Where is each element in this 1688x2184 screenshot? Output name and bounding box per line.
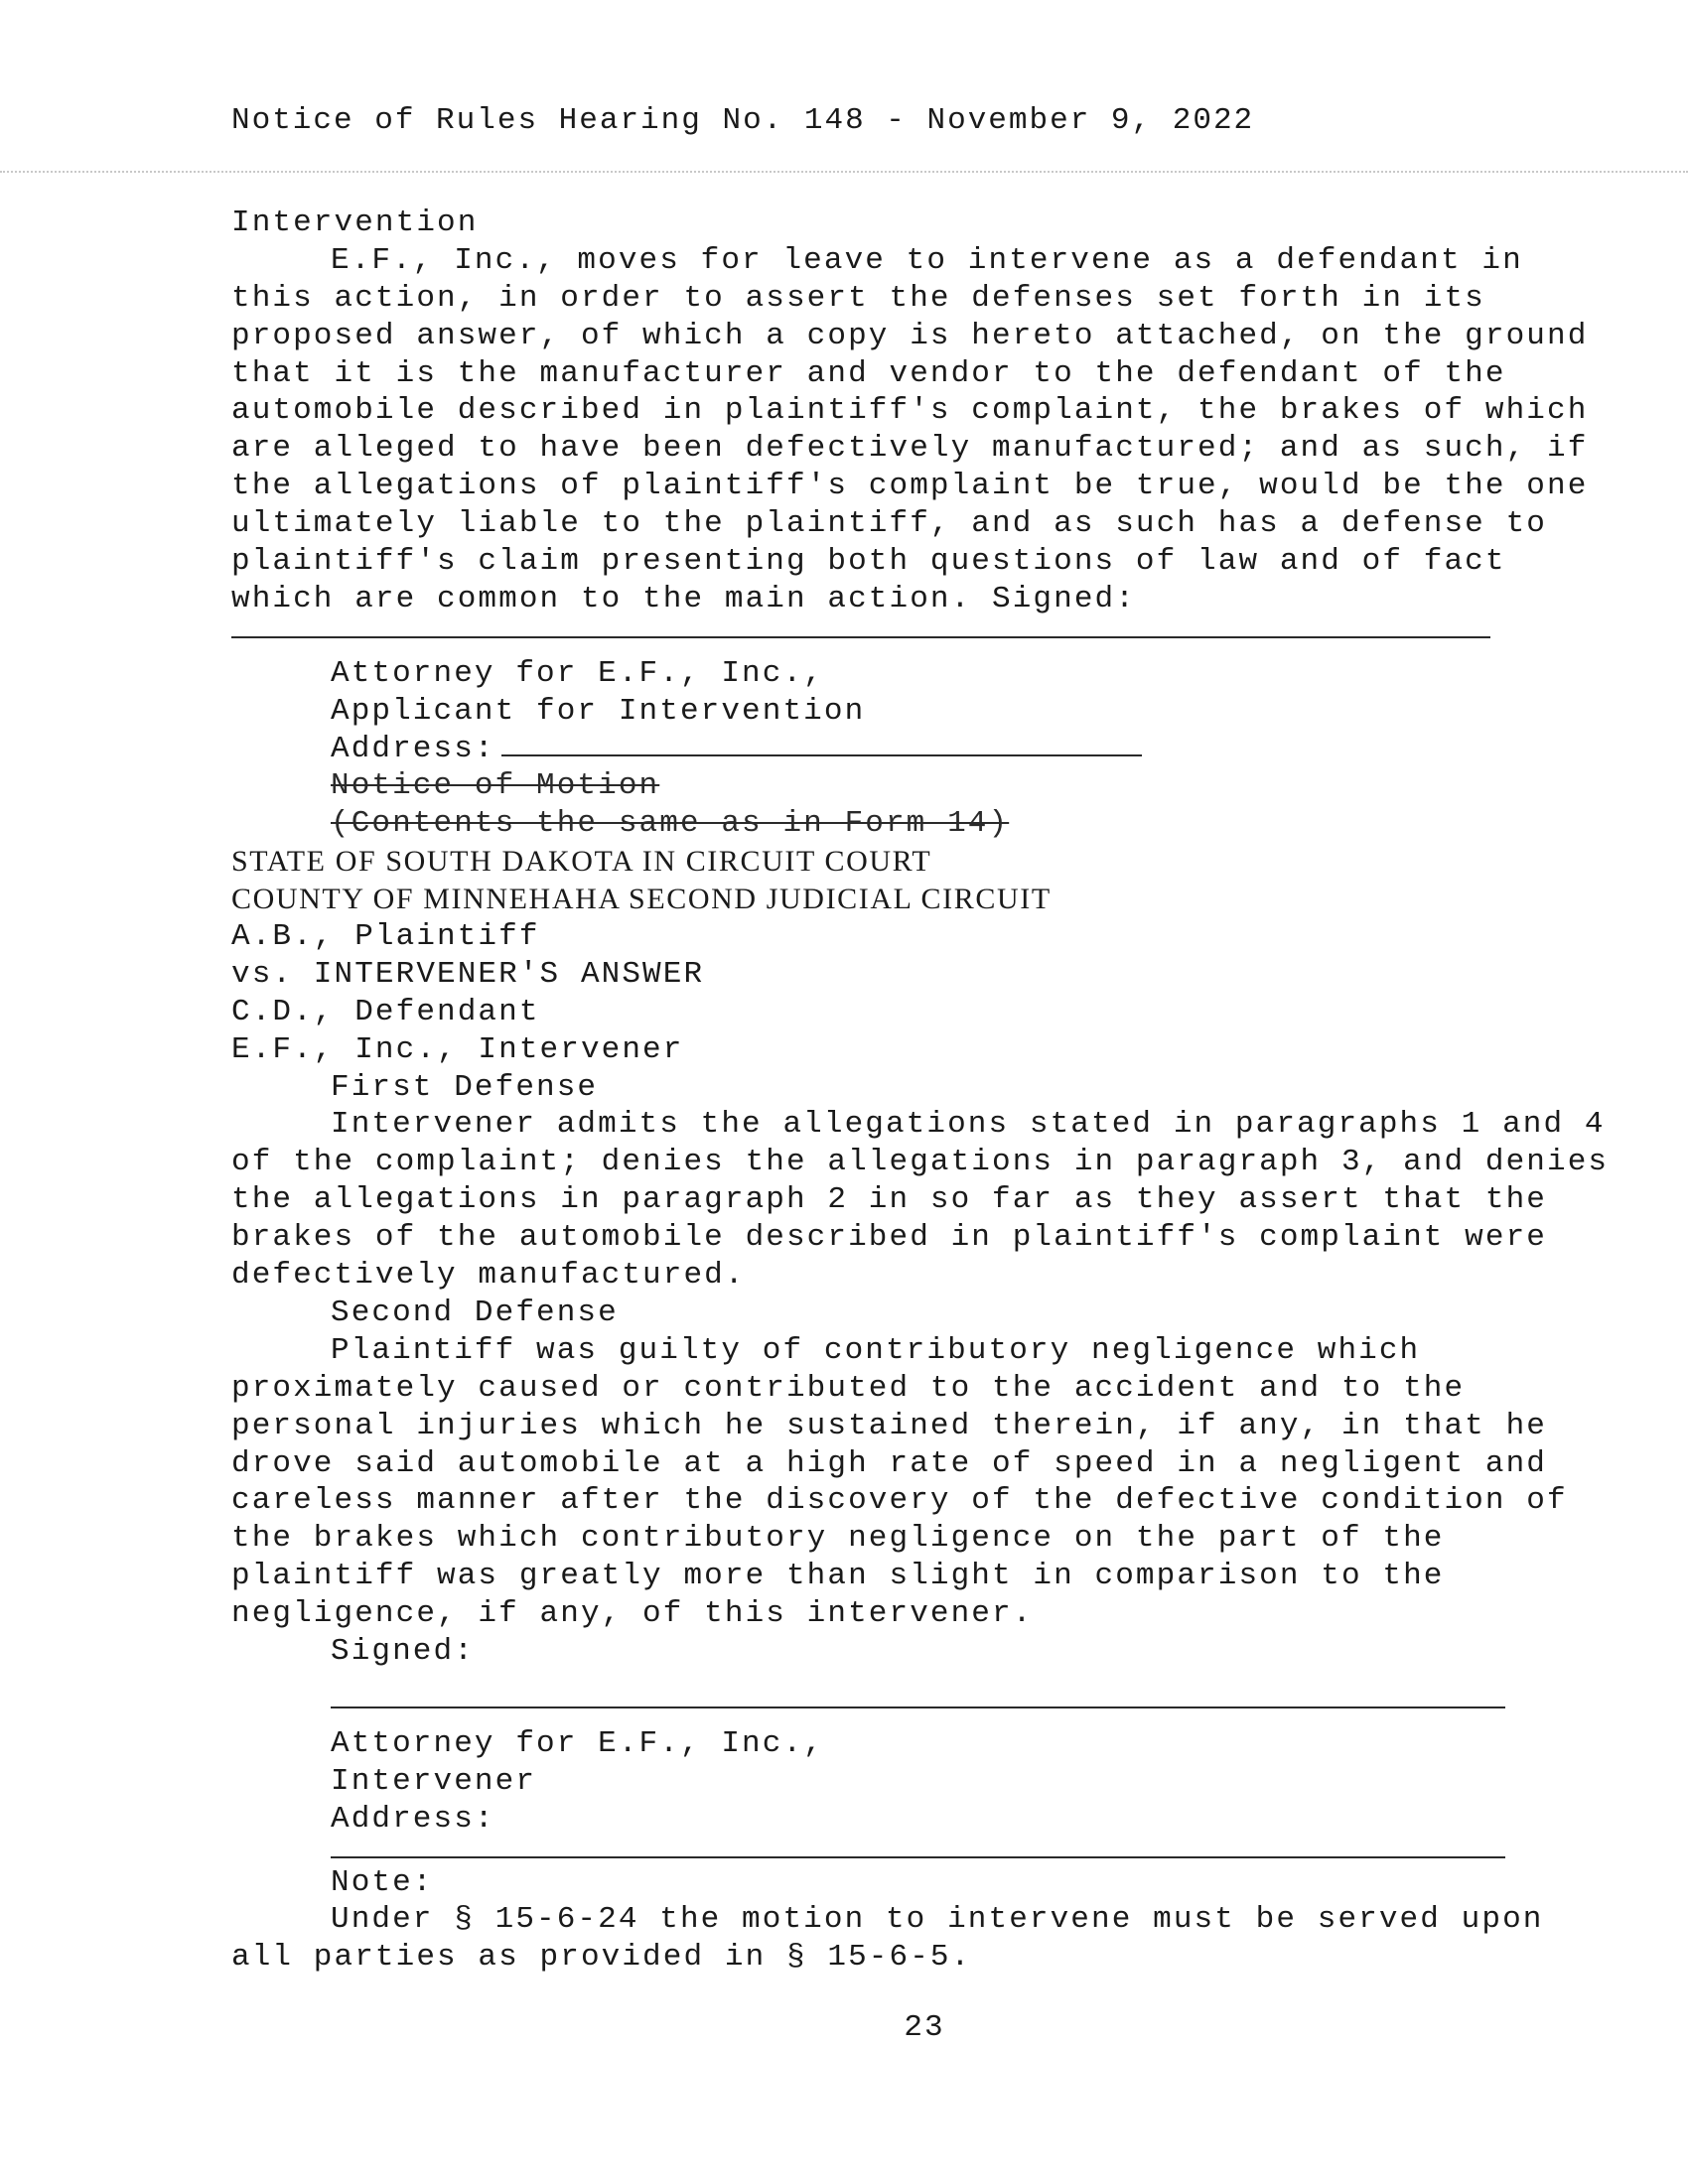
section-heading: Intervention (231, 205, 479, 240)
signature-line (231, 636, 1490, 638)
struck-content: (Contents the same as in Form 14) (331, 806, 1010, 842)
paragraph-line: plaintiff's claim presenting both questions of law and of fact (231, 544, 1506, 580)
caption-defendant: C.D., Defendant (231, 994, 540, 1029)
address-blank (501, 733, 1142, 756)
defense-heading: First Defense (331, 1069, 599, 1105)
signed-label: Signed: (331, 1633, 475, 1669)
spacer (231, 1671, 1612, 1689)
address-row (231, 731, 1612, 768)
paragraph-line: proximately caused or contributed to the accident and to the (231, 1370, 1466, 1406)
caption-county: COUNTY OF MINNEHAHA SECOND JUDICIAL CIRCUIT (231, 883, 1052, 916)
note-label: Note: (331, 1864, 434, 1900)
paragraph-line: this action, in order to assert the defenses set forth in its (231, 280, 1485, 316)
caption-intervener: E.F., Inc., Intervener (231, 1031, 684, 1067)
spacer (231, 1839, 1612, 1856)
paragraph-line: Intervener admits the allegations stated in paragraphs 1 and 4 (331, 1107, 1606, 1143)
paragraph-line: of the complaint; denies the allegations in paragraph 3, and denies (231, 1145, 1610, 1180)
paragraph-line: E.F., Inc., moves for leave to intervene as a defendant in (331, 242, 1523, 278)
paragraph-line: careless manner after the discovery of the defective condition of (231, 1483, 1568, 1519)
struck-text: Notice of Motion (331, 768, 660, 804)
caption-plaintiff: A.B., Plaintiff (231, 919, 540, 955)
paragraph-line: the allegations in paragraph 2 in so far as they assert that the (231, 1182, 1547, 1218)
struck-line (231, 805, 1612, 843)
paragraph-line: defectively manufactured. (231, 1258, 746, 1294)
struck-text (231, 806, 1009, 841)
signature-attorney: Attorney for E.F., Inc., (331, 1725, 824, 1761)
address-line (331, 1856, 1505, 1858)
note-line: Under § 15-6-24 the motion to intervene must be served upon (331, 1902, 1544, 1938)
paragraph-line: Plaintiff was guilty of contributory negligence which (331, 1332, 1421, 1368)
paragraph-line: plaintiff was greatly more than slight in comparison to the (231, 1559, 1445, 1594)
paragraph-line: personal injuries which he sustained therein, if any, in that he (231, 1408, 1547, 1443)
signature-attorney: Attorney for E.F., Inc., (331, 655, 824, 691)
paragraph-line: negligence, if any, of this intervener. (231, 1596, 1034, 1632)
paragraph-line: that it is the manufacturer and vendor to the defendant of the (231, 355, 1506, 391)
paragraph-line: proposed answer, of which a copy is hereto attached, on the ground (231, 318, 1589, 353)
struck-heading (231, 767, 1612, 805)
paragraph-line: drove said automobile at a high rate of speed in a negligent and (231, 1445, 1547, 1481)
paragraph-line: brakes of the automobile described in plaintiff's complaint were (231, 1220, 1547, 1256)
defense-heading: Second Defense (331, 1295, 619, 1330)
address-label: Address: (331, 1801, 495, 1837)
note-line: all parties as provided in § 15-6-5. (231, 1940, 972, 1976)
page-number: 23 (904, 2010, 945, 2045)
paragraph-line: ultimately liable to the plaintiff, and as such has a defense to (231, 506, 1547, 542)
page-header: Notice of Rules Hearing No. 148 - November 9, 2022 (231, 103, 1255, 138)
header-divider (0, 171, 1688, 173)
signature-role: Intervener (331, 1763, 537, 1799)
signature-role: Applicant for Intervention (331, 693, 866, 729)
paragraph-line: the allegations of plaintiff's complaint be true, would be the one (231, 469, 1589, 504)
caption-title-text: vs. INTERVENER'S ANSWER (231, 956, 705, 992)
document-body (231, 205, 1612, 1977)
address-label: Address: (331, 731, 495, 766)
paragraph-line: are alleged to have been defectively manufactured; and as such, if (231, 431, 1589, 467)
signature-line (331, 1706, 1505, 1708)
caption-court: STATE OF SOUTH DAKOTA IN CIRCUIT COURT (231, 845, 932, 879)
caption-title (231, 956, 1612, 994)
paragraph-line: the brakes which contributory negligence on the part of the (231, 1521, 1445, 1557)
paragraph-line: automobile described in plaintiff's complaint, the brakes of which (231, 393, 1589, 429)
paragraph-line: which are common to the main action. Signed: (231, 581, 1136, 616)
